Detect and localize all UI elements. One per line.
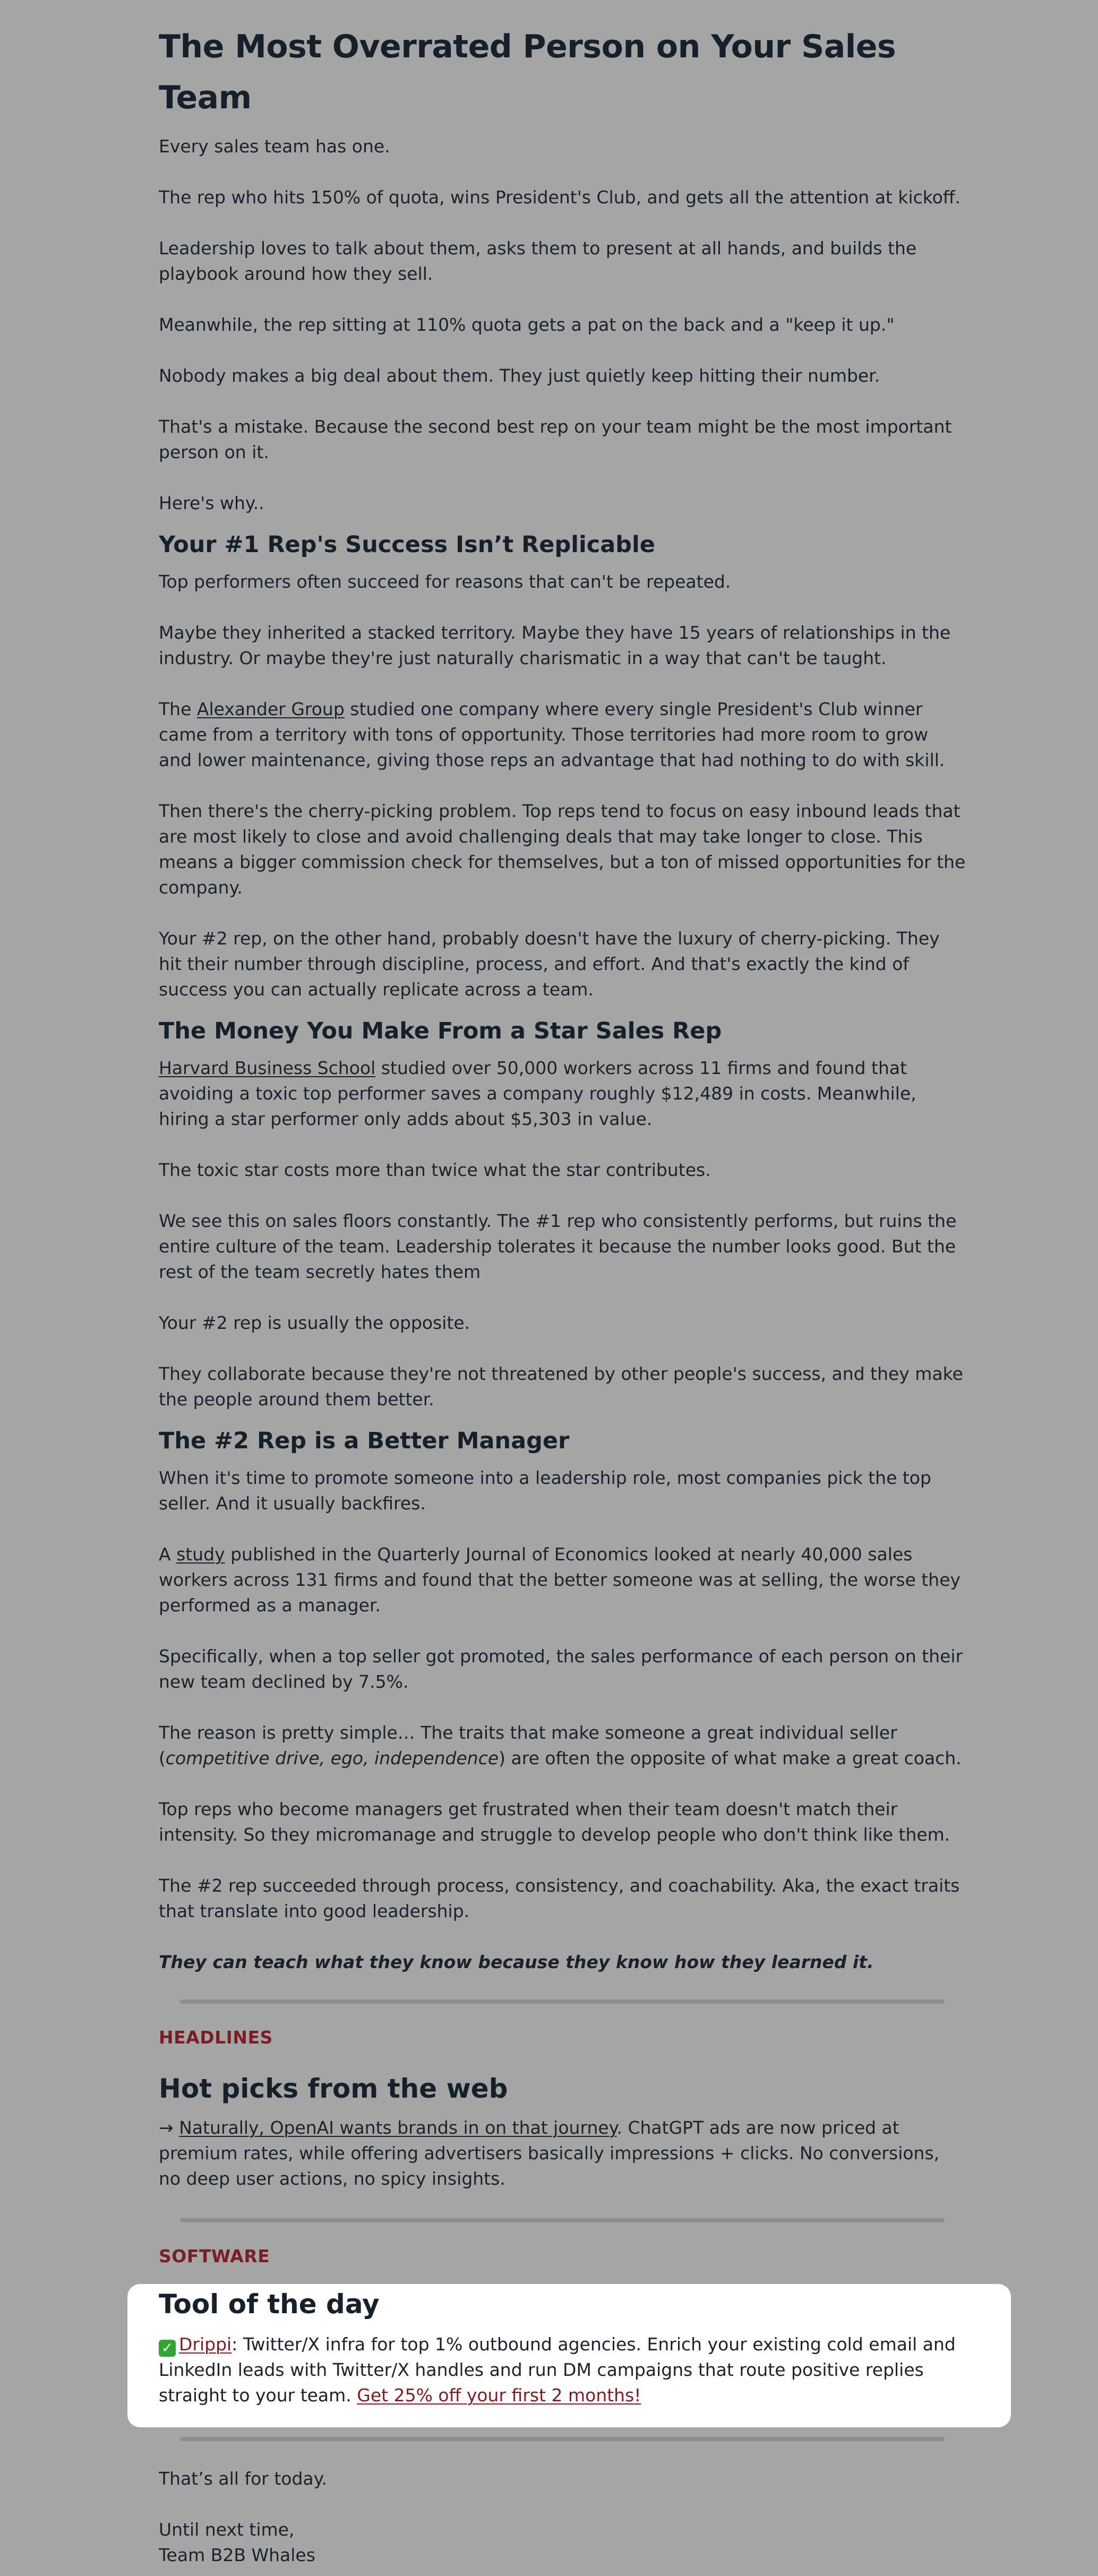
section-heading-replicable: Your #1 Rep's Success Isn’t Replicable [159, 531, 655, 558]
body-paragraph: We see this on sales floors constantly. The #1 rep who consistently performs, but ruins the entire culture of the team. Leadership tolerates it because the number looks good. But the rest of the team secretly hates them [159, 1210, 957, 1282]
intro-paragraph: Meanwhile, the rep sitting at 110% quota gets a pat on the back and a "keep it up." [159, 314, 895, 335]
body-paragraph [159, 1720, 966, 1771]
divider [180, 2218, 945, 2222]
text-span: The [159, 699, 197, 719]
body-paragraph: Maybe they inherited a stacked territory. Maybe they have 15 years of relationships in the industry. Or maybe they're just naturally charismatic in a way that can't be taught. [159, 622, 951, 668]
body-paragraph: Your #2 rep is usually the opposite. [159, 1312, 470, 1333]
text-span: published in the Quarterly Journal of Economics looked at nearly 40,000 sales workers across 131 firms and found that the better someone was at selling, the worse they performed as a manager. [159, 1544, 961, 1616]
pull-quote: They can teach what they know because they know how they learned it. [159, 1952, 874, 1972]
check-icon: ✓ [159, 2340, 176, 2357]
text-span: A [159, 1544, 177, 1565]
discount-cta-link[interactable]: Get 25% off your first 2 months! [357, 2385, 641, 2406]
openai-brands-link[interactable]: Naturally, OpenAI wants brands in on that journey [179, 2117, 617, 2138]
intro-paragraph: Leadership loves to talk about them, asks them to present at all hands, and builds the playbook around how they sell. [159, 238, 917, 284]
sign-off-line: That’s all for today. [159, 2468, 327, 2489]
headlines-kicker: HEADLINES [159, 2027, 273, 2048]
tool-heading: Tool of the day [159, 2289, 380, 2320]
text-span: studied one company where every single President's Club winner came from a territory with tons of opportunity. Those territories had more room to grow and lower maintenance, giving those reps an advantage that had nothing to do with skill. [159, 699, 945, 770]
text-span: studied over 50,000 workers across 11 firms and found that avoiding a toxic top performer saves a company roughly $12,489 in costs. Meanwhile, hiring a star performer only adds about $5,303 in value. [159, 1058, 916, 1129]
section-heading-manager: The #2 Rep is a Better Manager [159, 1428, 570, 1454]
body-paragraph: When it's time to promote someone into a leadership role, most companies pick the top seller. And it usually backfires. [159, 1467, 931, 1514]
study-link[interactable]: study [176, 1544, 225, 1565]
body-paragraph [159, 1055, 966, 1132]
headline-item [159, 2115, 966, 2192]
tool-of-the-day-card [127, 2284, 1011, 2427]
article [159, 21, 966, 2269]
article-title: The Most Overrated Person on Your Sales Team [159, 28, 896, 116]
text-span: ) are often the opposite of what make a great coach. [499, 1748, 962, 1768]
tool-description [159, 2332, 966, 2408]
intro-paragraph: Nobody makes a big deal about them. They just quietly keep hitting their number. [159, 365, 880, 386]
body-paragraph: Specifically, when a top seller got promoted, the sales performance of each person on their new team declined by 7.5%. [159, 1646, 963, 1692]
text-span: . ChatGPT ads are now priced at premium rates, while offering advertisers basically impressions + clicks. No conversions, no deep user actions, no spicy insights. [159, 2117, 940, 2189]
section-heading-money: The Money You Make From a Star Sales Rep [159, 1018, 722, 1044]
alexander-group-link[interactable]: Alexander Group [196, 699, 345, 719]
body-paragraph [159, 1542, 966, 1618]
drippi-link[interactable]: Drippi [179, 2334, 232, 2355]
text-span: : Twitter/X infra for top 1% outbound agencies. Enrich your existing cold email and LinkedIn leads with Twitter/X handles and run DM campaigns that route positive replies straight to your team. [159, 2334, 956, 2406]
divider [180, 2437, 945, 2441]
divider [180, 1999, 945, 2004]
body-paragraph: Then there's the cherry-picking problem. Top reps tend to focus on easy inbound leads that are most likely to close and avoid challenging deals that may take longer to close. This means a bigger commission check for themselves, but a ton of missed opportunities for the company. [159, 801, 966, 898]
harvard-business-school-link[interactable]: Harvard Business School [159, 1058, 376, 1078]
headlines-heading: Hot picks from the web [159, 2073, 508, 2104]
sign-off-line: Until next time, [159, 2519, 295, 2540]
body-paragraph: The toxic star costs more than twice what the star contributes. [159, 1160, 711, 1180]
emphasis-traits: competitive drive, ego, independence [165, 1748, 499, 1768]
body-paragraph: Top performers often succeed for reasons that can't be repeated. [159, 571, 731, 592]
intro-paragraph: Here's why.. [159, 493, 264, 513]
sign-off [159, 2466, 966, 2568]
intro-paragraph: The rep who hits 150% of quota, wins President's Club, and gets all the attention at kickoff. [159, 187, 961, 208]
sign-off-team: Team B2B Whales [159, 2545, 315, 2565]
body-paragraph [159, 697, 966, 773]
body-paragraph: The #2 rep succeeded through process, consistency, and coachability. Aka, the exact traits that translate into good leadership. [159, 1875, 960, 1921]
intro-paragraph: Every sales team has one. [159, 136, 390, 157]
text-span: The reason is pretty simple… The traits that make someone a great individual seller ( [159, 1722, 897, 1768]
software-kicker: SOFTWARE [159, 2246, 270, 2266]
body-paragraph: Top reps who become managers get frustrated when their team doesn't match their intensity. So they micromanage and struggle to develop people who don't think like them. [159, 1799, 950, 1845]
body-paragraph: Your #2 rep, on the other hand, probably doesn't have the luxury of cherry-picking. They hit their number through discipline, process, and effort. And that's exactly the kind of success you can actually replicate across a team. [159, 928, 940, 1000]
arrow-icon: → [159, 2117, 179, 2138]
body-paragraph: They collaborate because they're not threatened by other people's success, and they make the people around them better. [159, 1363, 963, 1410]
intro-paragraph: That's a mistake. Because the second best rep on your team might be the most important person on it. [159, 416, 952, 462]
